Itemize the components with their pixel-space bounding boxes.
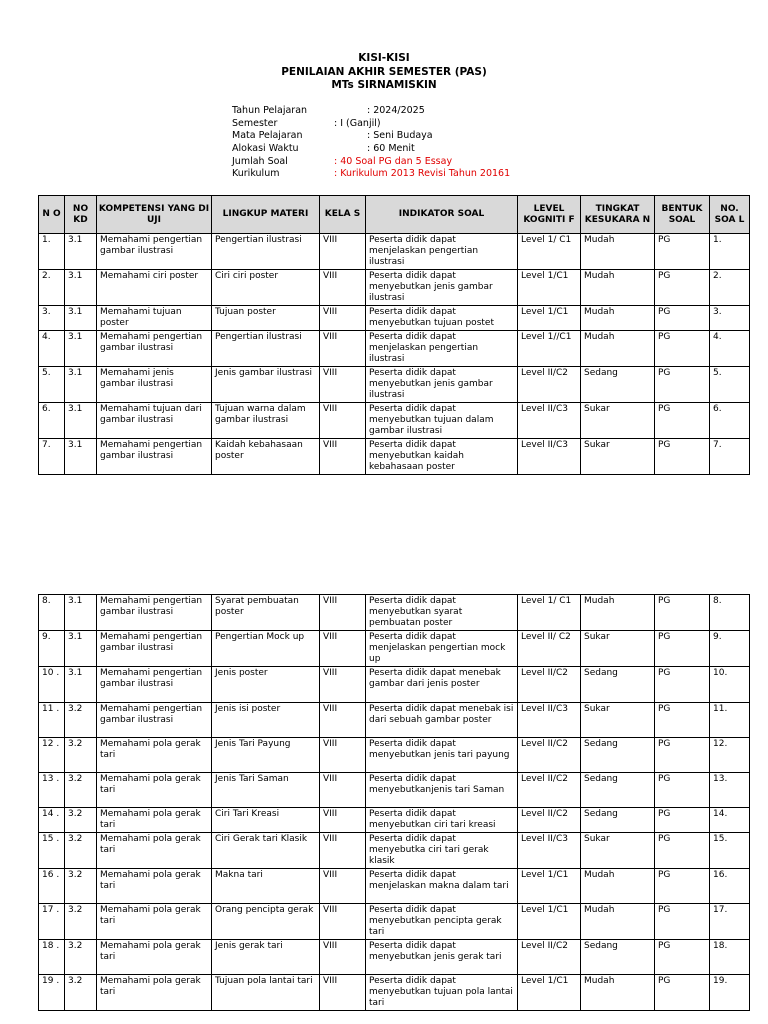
cell-no: 4. [39, 331, 65, 367]
cell-kompetensi: Memahami pengertian gambar ilustrasi [97, 439, 212, 475]
table-row [39, 703, 750, 738]
cell-indikator-soal: Peserta didik dapat menyebutkan jenis gerak tari [366, 940, 518, 975]
cell-kompetensi: Memahami pola gerak tari [97, 869, 212, 904]
cell-indikator-soal: Peserta didik dapat menyebutkan syarat pembuatan poster [366, 595, 518, 631]
cell-bentuk-soal: PG [655, 403, 710, 439]
cell-indikator-soal: Peserta didik dapat menyebutkan jenis gambar ilustrasi [366, 367, 518, 403]
table-row [39, 270, 750, 306]
cell-no-soal: 5. [710, 367, 750, 403]
cell-kelas: VIII [320, 940, 366, 975]
cell-tingkat-kesukaran: Mudah [581, 234, 655, 270]
cell-no: 8. [39, 595, 65, 631]
cell-bentuk-soal: PG [655, 738, 710, 773]
cell-kelas: VIII [320, 270, 366, 306]
cell-no-kd: 3.1 [65, 367, 97, 403]
cell-tingkat-kesukaran: Sedang [581, 773, 655, 808]
cell-no: 16 . [39, 869, 65, 904]
cell-tingkat-kesukaran: Sukar [581, 703, 655, 738]
cell-kompetensi: Memahami pola gerak tari [97, 808, 212, 833]
cell-no-soal: 2. [710, 270, 750, 306]
col-level-kognitif: LEVEL KOGNITI F [518, 196, 581, 234]
table-row [39, 595, 750, 631]
cell-lingkup-materi: Makna tari [212, 869, 320, 904]
cell-no-kd: 3.1 [65, 631, 97, 667]
cell-no-kd: 3.1 [65, 306, 97, 331]
cell-level-kognitif: Level II/C2 [518, 738, 581, 773]
cell-bentuk-soal: PG [655, 808, 710, 833]
cell-no: 18 . [39, 940, 65, 975]
table-body-page-2 [39, 595, 750, 1011]
cell-bentuk-soal: PG [655, 234, 710, 270]
cell-level-kognitif: Level 1/C1 [518, 306, 581, 331]
cell-kompetensi: Memahami tujuan poster [97, 306, 212, 331]
cell-kompetensi: Memahami pengertian gambar ilustrasi [97, 631, 212, 667]
cell-tingkat-kesukaran: Sukar [581, 439, 655, 475]
cell-level-kognitif: Level 1/C1 [518, 904, 581, 940]
cell-kelas: VIII [320, 703, 366, 738]
table-row [39, 234, 750, 270]
cell-no: 13 . [39, 773, 65, 808]
cell-bentuk-soal: PG [655, 270, 710, 306]
table-row [39, 773, 750, 808]
cell-no-kd: 3.2 [65, 773, 97, 808]
meta-value: : 60 Menit [367, 143, 415, 155]
cell-no-kd: 3.1 [65, 270, 97, 306]
cell-kompetensi: Memahami pola gerak tari [97, 773, 212, 808]
cell-lingkup-materi: Jenis isi poster [212, 703, 320, 738]
cell-bentuk-soal: PG [655, 773, 710, 808]
cell-kompetensi: Memahami pola gerak tari [97, 975, 212, 1011]
cell-lingkup-materi: Jenis gerak tari [212, 940, 320, 975]
table-row [39, 904, 750, 940]
table-row [39, 833, 750, 869]
cell-level-kognitif: Level 1/C1 [518, 975, 581, 1011]
cell-level-kognitif: Level II/C3 [518, 403, 581, 439]
cell-level-kognitif: Level II/C3 [518, 703, 581, 738]
title-line-2: PENILAIAN AKHIR SEMESTER (PAS) [281, 65, 487, 78]
cell-tingkat-kesukaran: Sedang [581, 808, 655, 833]
col-tingkat-kesukaran: TINGKAT KESUKARA N [581, 196, 655, 234]
cell-no: 5. [39, 367, 65, 403]
cell-indikator-soal: Peserta didik dapat menjelaskan pengertian ilustrasi [366, 234, 518, 270]
cell-tingkat-kesukaran: Mudah [581, 331, 655, 367]
cell-no-soal: 14. [710, 808, 750, 833]
cell-no-kd: 3.1 [65, 331, 97, 367]
cell-indikator-soal: Peserta didik dapat menyebutkan pencipta gerak tari [366, 904, 518, 940]
cell-kompetensi: Memahami pola gerak tari [97, 833, 212, 869]
cell-indikator-soal: Peserta didik dapat menjelaskan pengertian ilustrasi [366, 331, 518, 367]
cell-tingkat-kesukaran: Sedang [581, 940, 655, 975]
cell-no: 3. [39, 306, 65, 331]
cell-kelas: VIII [320, 667, 366, 703]
cell-kelas: VIII [320, 808, 366, 833]
cell-indikator-soal: Peserta didik dapat menjelaskan pengertian mock up [366, 631, 518, 667]
cell-kelas: VIII [320, 234, 366, 270]
cell-no-soal: 9. [710, 631, 750, 667]
cell-bentuk-soal: PG [655, 904, 710, 940]
cell-no: 6. [39, 403, 65, 439]
cell-level-kognitif: Level 1/ C1 [518, 234, 581, 270]
meta-label: Semester [232, 117, 278, 129]
cell-no-soal: 8. [710, 595, 750, 631]
cell-level-kognitif: Level II/C2 [518, 367, 581, 403]
cell-lingkup-materi: Jenis Tari Saman [212, 773, 320, 808]
cell-indikator-soal: Peserta didik dapat menyebutkan tujuan dalam gambar ilustrasi [366, 403, 518, 439]
cell-bentuk-soal: PG [655, 331, 710, 367]
cell-no: 14 . [39, 808, 65, 833]
table-row [39, 403, 750, 439]
cell-no-kd: 3.1 [65, 403, 97, 439]
cell-no: 17 . [39, 904, 65, 940]
cell-lingkup-materi: Ciri Tari Kreasi [212, 808, 320, 833]
cell-no-soal: 15. [710, 833, 750, 869]
col-lingkup-materi: LINGKUP MATERI [212, 196, 320, 234]
cell-kompetensi: Memahami pengertian gambar ilustrasi [97, 595, 212, 631]
cell-indikator-soal: Peserta didik dapat menyebutkan tujuan pola lantai tari [366, 975, 518, 1011]
table-row [39, 738, 750, 773]
meta-value: : I (Ganjil) [334, 117, 381, 129]
cell-kelas: VIII [320, 904, 366, 940]
cell-no-kd: 3.2 [65, 975, 97, 1011]
cell-bentuk-soal: PG [655, 833, 710, 869]
cell-level-kognitif: Level II/C2 [518, 940, 581, 975]
cell-indikator-soal: Peserta didik dapat menyebutkan ciri tari kreasi [366, 808, 518, 833]
cell-no-soal: 1. [710, 234, 750, 270]
table-header-row [39, 196, 750, 234]
cell-kelas: VIII [320, 439, 366, 475]
table-row [39, 367, 750, 403]
cell-no: 15 . [39, 833, 65, 869]
cell-no-soal: 13. [710, 773, 750, 808]
cell-tingkat-kesukaran: Mudah [581, 904, 655, 940]
table-row [39, 869, 750, 904]
cell-kompetensi: Memahami pengertian gambar ilustrasi [97, 703, 212, 738]
cell-no-soal: 3. [710, 306, 750, 331]
cell-no: 2. [39, 270, 65, 306]
cell-level-kognitif: Level II/C3 [518, 439, 581, 475]
cell-level-kognitif: Level II/ C2 [518, 631, 581, 667]
title-line-3: MTs SIRNAMISKIN [331, 79, 437, 91]
table-row [39, 940, 750, 975]
meta-value: : Kurikulum 2013 Revisi Tahun 20161 [334, 168, 511, 180]
cell-lingkup-materi: Ciri ciri poster [212, 270, 320, 306]
cell-no-kd: 3.2 [65, 904, 97, 940]
cell-bentuk-soal: PG [655, 306, 710, 331]
cell-bentuk-soal: PG [655, 975, 710, 1011]
cell-indikator-soal: Peserta didik dapat menebak isi dari sebuah gambar poster [366, 703, 518, 738]
cell-indikator-soal: Peserta didik dapat menyebutkanjenis tari Saman [366, 773, 518, 808]
cell-kelas: VIII [320, 595, 366, 631]
cell-level-kognitif: Level 1/ C1 [518, 595, 581, 631]
cell-level-kognitif: Level II/C3 [518, 833, 581, 869]
cell-kompetensi: Memahami pengertian gambar ilustrasi [97, 331, 212, 367]
col-no-soal: NO. SOA L [710, 196, 750, 234]
cell-lingkup-materi: Jenis poster [212, 667, 320, 703]
meta-value: : 2024/2025 [367, 105, 425, 116]
cell-kelas: VIII [320, 773, 366, 808]
cell-kompetensi: Memahami pengertian gambar ilustrasi [97, 667, 212, 703]
cell-tingkat-kesukaran: Sukar [581, 403, 655, 439]
cell-lingkup-materi: Kaidah kebahasaan poster [212, 439, 320, 475]
cell-kelas: VIII [320, 331, 366, 367]
meta-value: : Seni Budaya [367, 130, 433, 142]
cell-kompetensi: Memahami pola gerak tari [97, 904, 212, 940]
cell-no-soal: 18. [710, 940, 750, 975]
cell-no-soal: 11. [710, 703, 750, 738]
cell-kompetensi: Memahami pola gerak tari [97, 738, 212, 773]
cell-tingkat-kesukaran: Mudah [581, 869, 655, 904]
cell-level-kognitif: Level 1/C1 [518, 869, 581, 904]
cell-tingkat-kesukaran: Sedang [581, 667, 655, 703]
cell-bentuk-soal: PG [655, 667, 710, 703]
cell-tingkat-kesukaran: Mudah [581, 306, 655, 331]
meta-label: Tahun Pelajaran [232, 105, 308, 116]
cell-indikator-soal: Peserta didik dapat menebak gambar dari jenis poster [366, 667, 518, 703]
kisi-table-page-2 [38, 594, 750, 1011]
cell-indikator-soal: Peserta didik dapat menyebutkan jenis tari payung [366, 738, 518, 773]
cell-tingkat-kesukaran: Sedang [581, 738, 655, 773]
cell-kelas: VIII [320, 631, 366, 667]
cell-kelas: VIII [320, 306, 366, 331]
cell-lingkup-materi: Ciri Gerak tari Klasik [212, 833, 320, 869]
table-row [39, 808, 750, 833]
meta-label: Alokasi Waktu [232, 143, 299, 155]
cell-no: 11 . [39, 703, 65, 738]
cell-no-kd: 3.2 [65, 808, 97, 833]
cell-indikator-soal: Peserta didik dapat menyebutkan tujuan postet [366, 306, 518, 331]
cell-kelas: VIII [320, 367, 366, 403]
cell-no-soal: 4. [710, 331, 750, 367]
cell-no-soal: 17. [710, 904, 750, 940]
table-body-page-1 [39, 234, 750, 475]
cell-kelas: VIII [320, 975, 366, 1011]
cell-no-soal: 19. [710, 975, 750, 1011]
cell-kompetensi: Memahami pola gerak tari [97, 940, 212, 975]
cell-tingkat-kesukaran: Mudah [581, 595, 655, 631]
cell-kompetensi: Memahami tujuan dari gambar ilustrasi [97, 403, 212, 439]
cell-bentuk-soal: PG [655, 631, 710, 667]
cell-no: 7. [39, 439, 65, 475]
meta-label: Kurikulum [232, 168, 280, 180]
col-no: N O [39, 196, 65, 234]
table-row [39, 667, 750, 703]
cell-tingkat-kesukaran: Sukar [581, 833, 655, 869]
cell-bentuk-soal: PG [655, 869, 710, 904]
cell-no-soal: 6. [710, 403, 750, 439]
cell-lingkup-materi: Pengertian Mock up [212, 631, 320, 667]
cell-lingkup-materi: Jenis gambar ilustrasi [212, 367, 320, 403]
cell-no-kd: 3.1 [65, 234, 97, 270]
cell-indikator-soal: Peserta didik dapat menyebutka ciri tari gerak klasik [366, 833, 518, 869]
cell-indikator-soal: Peserta didik dapat menjelaskan makna dalam tari [366, 869, 518, 904]
meta-value: : 40 Soal PG dan 5 Essay [334, 155, 453, 167]
cell-lingkup-materi: Pengertian ilustrasi [212, 234, 320, 270]
cell-tingkat-kesukaran: Mudah [581, 270, 655, 306]
col-bentuk-soal: BENTUK SOAL [655, 196, 710, 234]
cell-no: 1. [39, 234, 65, 270]
cell-kompetensi: Memahami jenis gambar ilustrasi [97, 367, 212, 403]
cell-level-kognitif: Level 1//C1 [518, 331, 581, 367]
cell-no-kd: 3.1 [65, 595, 97, 631]
cell-lingkup-materi: Pengertian ilustrasi [212, 331, 320, 367]
cell-bentuk-soal: PG [655, 940, 710, 975]
table-row [39, 631, 750, 667]
cell-no-soal: 7. [710, 439, 750, 475]
cell-lingkup-materi: Orang pencipta gerak [212, 904, 320, 940]
cell-lingkup-materi: Syarat pembuatan poster [212, 595, 320, 631]
cell-bentuk-soal: PG [655, 595, 710, 631]
cell-lingkup-materi: Jenis Tari Payung [212, 738, 320, 773]
col-kelas: KELA S [320, 196, 366, 234]
cell-no-kd: 3.2 [65, 940, 97, 975]
cell-level-kognitif: Level 1/C1 [518, 270, 581, 306]
cell-no: 19 . [39, 975, 65, 1011]
table-row [39, 306, 750, 331]
cell-tingkat-kesukaran: Sukar [581, 631, 655, 667]
cell-level-kognitif: Level II/C2 [518, 773, 581, 808]
cell-kelas: VIII [320, 833, 366, 869]
cell-no-soal: 12. [710, 738, 750, 773]
cell-level-kognitif: Level II/C2 [518, 808, 581, 833]
col-kompetensi: KOMPETENSI YANG DI UJI [97, 196, 212, 234]
cell-bentuk-soal: PG [655, 703, 710, 738]
cell-no-kd: 3.1 [65, 439, 97, 475]
document-title [0, 52, 768, 93]
col-indikator-soal: INDIKATOR SOAL [366, 196, 518, 234]
meta-label: Mata Pelajaran [232, 130, 303, 142]
cell-kelas: VIII [320, 403, 366, 439]
cell-kelas: VIII [320, 869, 366, 904]
cell-no-kd: 3.1 [65, 667, 97, 703]
cell-bentuk-soal: PG [655, 439, 710, 475]
cell-no-soal: 16. [710, 869, 750, 904]
cell-no: 12 . [39, 738, 65, 773]
cell-indikator-soal: Peserta didik dapat menyebutkan jenis gambar ilustrasi [366, 270, 518, 306]
cell-kompetensi: Memahami ciri poster [97, 270, 212, 306]
col-no-kd: NO KD [65, 196, 97, 234]
title-line-1: KISI-KISI [358, 52, 410, 64]
cell-kelas: VIII [320, 738, 366, 773]
cell-no-kd: 3.2 [65, 833, 97, 869]
meta-label: Jumlah Soal [232, 155, 288, 167]
cell-level-kognitif: Level II/C2 [518, 667, 581, 703]
cell-no-soal: 10. [710, 667, 750, 703]
cell-lingkup-materi: Tujuan pola lantai tari [212, 975, 320, 1011]
kisi-table-page-1 [38, 195, 750, 475]
table-row [39, 439, 750, 475]
cell-bentuk-soal: PG [655, 367, 710, 403]
table-row [39, 331, 750, 367]
cell-kompetensi: Memahami pengertian gambar ilustrasi [97, 234, 212, 270]
cell-lingkup-materi: Tujuan poster [212, 306, 320, 331]
cell-no-kd: 3.2 [65, 738, 97, 773]
cell-indikator-soal: Peserta didik dapat menyebutkan kaidah kebahasaan poster [366, 439, 518, 475]
table-row [39, 975, 750, 1011]
cell-no: 10 . [39, 667, 65, 703]
cell-no: 9. [39, 631, 65, 667]
cell-tingkat-kesukaran: Sedang [581, 367, 655, 403]
cell-lingkup-materi: Tujuan warna dalam gambar ilustrasi [212, 403, 320, 439]
cell-tingkat-kesukaran: Mudah [581, 975, 655, 1011]
cell-no-kd: 3.2 [65, 703, 97, 738]
cell-no-kd: 3.2 [65, 869, 97, 904]
